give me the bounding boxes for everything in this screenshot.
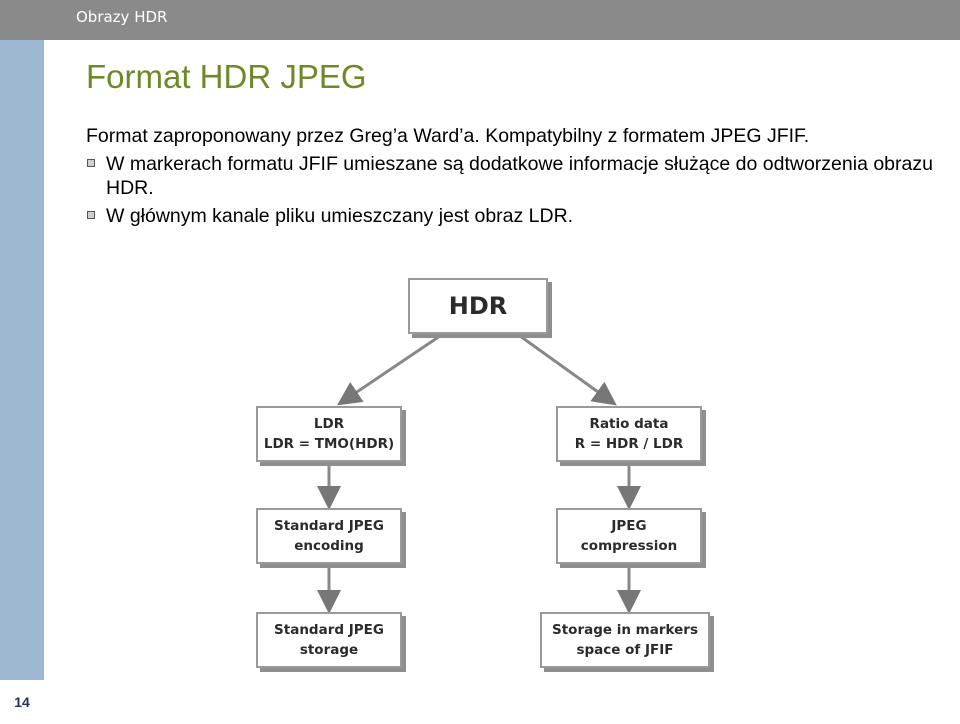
bullet-item: [86, 152, 946, 200]
node-jpeg-compression: [556, 508, 702, 564]
node-jfif-markers: [540, 612, 710, 668]
node-label: storage: [299, 642, 359, 658]
node-label: Standard JPEG: [274, 518, 384, 534]
intro-paragraph: Format zaproponowany przez Greg’a Ward’a. Kompatybilny z formatem JPEG JFIF.: [86, 125, 810, 147]
slide-body: [86, 124, 946, 232]
node-ldr: [256, 406, 402, 462]
bullet-item: [86, 204, 946, 228]
node-label: Standard JPEG: [274, 622, 384, 638]
node-hdr: [408, 278, 548, 334]
node-label: space of JFIF: [576, 642, 674, 658]
node-label: compression: [580, 538, 678, 554]
node-label: Ratio data: [589, 416, 669, 432]
slide-title: Format HDR JPEG: [86, 58, 367, 95]
top-bar: [0, 0, 960, 40]
hdr-jpeg-diagram: [250, 268, 720, 688]
presentation-title: Obrazy HDR: [76, 8, 168, 26]
node-label: R = HDR / LDR: [574, 436, 684, 452]
arrow-hdr-to-ldr: [342, 336, 440, 402]
square-bullet-icon: [87, 159, 95, 167]
node-label: encoding: [294, 538, 364, 554]
node-ratio-data: [556, 406, 702, 462]
page-number: 14: [0, 680, 44, 718]
bullet-text: W markerach formatu JFIF umieszane są dodatkowe informacje służące do odtworzenia obrazu HDR.: [106, 153, 933, 199]
arrow-hdr-to-ratio: [520, 336, 612, 402]
node-label: LDR: [313, 416, 345, 432]
bullet-text: W głównym kanale pliku umieszczany jest obraz LDR.: [106, 205, 574, 227]
left-sidebar: [0, 40, 44, 718]
node-label: JPEG: [611, 518, 647, 534]
bullet-list: [86, 152, 946, 228]
node-label: Storage in markers: [552, 622, 698, 638]
square-bullet-icon: [87, 211, 95, 219]
node-label: LDR = TMO(HDR): [263, 436, 395, 452]
node-label: HDR: [448, 292, 508, 320]
node-jpeg-storage: [256, 612, 402, 668]
node-jpeg-encoding: [256, 508, 402, 564]
